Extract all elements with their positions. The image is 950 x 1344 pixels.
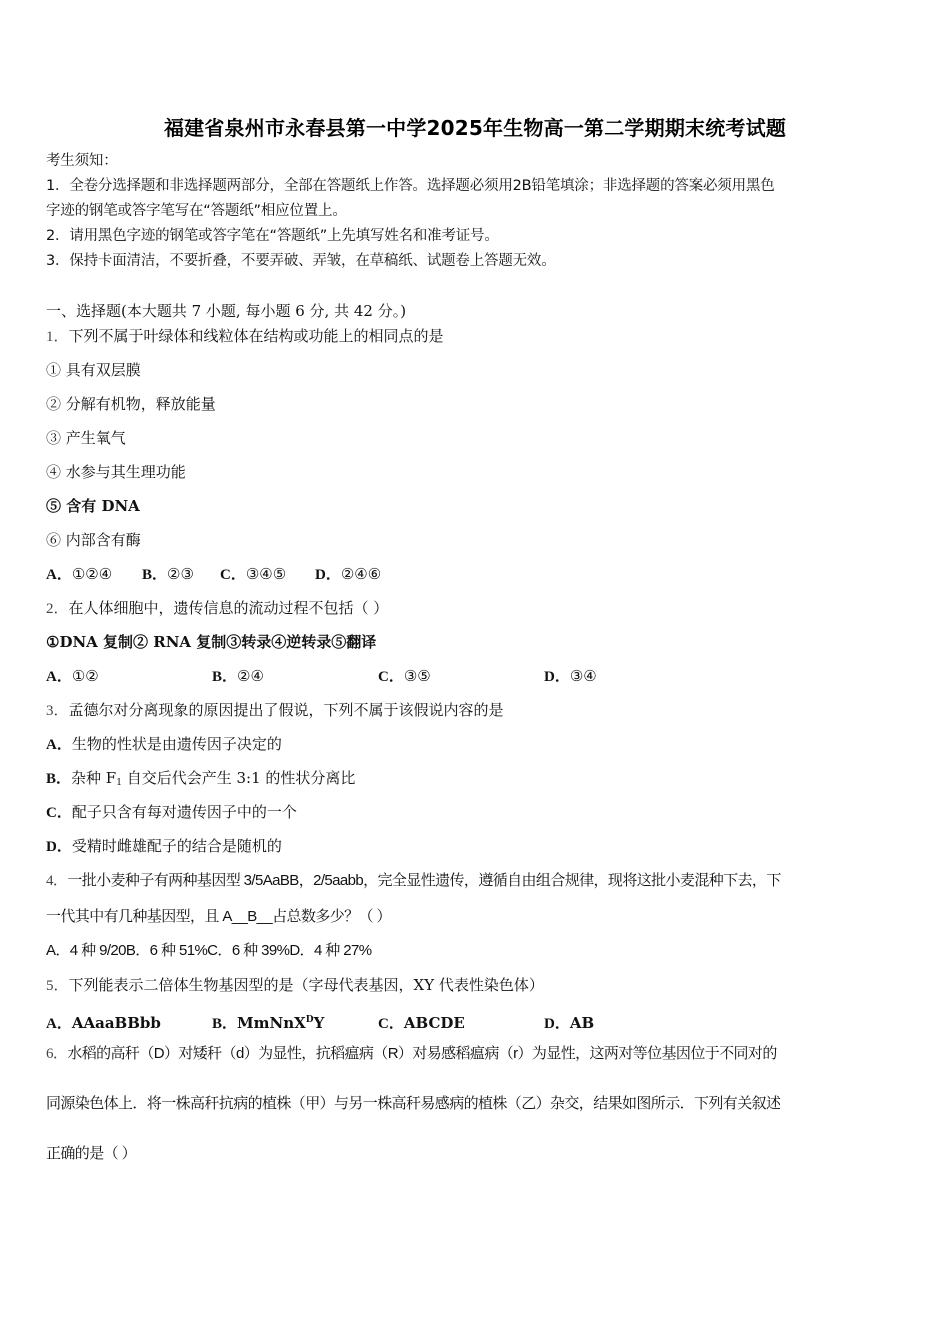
option-b[interactable]: B．MmNnX$^D$Y	[212, 1014, 325, 1032]
option-c[interactable]: C．③⑤	[378, 667, 431, 685]
option-d[interactable]: D．②④⑥	[315, 565, 382, 583]
question-6-stem-end: 正确的是（ ）	[46, 1145, 136, 1162]
question-5-options	[46, 1010, 594, 1034]
option-d[interactable]: D．③④	[544, 667, 597, 685]
question-stem: 孟德尔对分离现象的原因提出了假说，下列不属于该假说内容的是	[68, 701, 504, 719]
option-d[interactable]: D．受精时雌雄配子的结合是随机的	[46, 837, 282, 855]
statement-4: ④ 水参与其生理功能	[46, 463, 186, 481]
question-2	[46, 598, 388, 619]
option-a[interactable]: A．①②	[46, 667, 99, 685]
notice-item-2: 2．请用黑色字迹的钢笔或答字笔在“答题纸”上先填写姓名和准考证号。	[46, 228, 499, 244]
statement-3: ③ 产生氧气	[46, 429, 126, 447]
question-1	[46, 326, 444, 347]
notice-item-1-cont: 字迹的钢笔或答字笔写在“答题纸”相应位置上。	[46, 203, 347, 219]
statement-1: ① 具有双层膜	[46, 361, 141, 379]
question-stem: 水稻的高秆（D）对矮秆（d）为显性，抗稻瘟病（R）对易感稻瘟病（r）为显性，这两对等位基因位于不同对的	[67, 1045, 777, 1062]
question-number: 4．	[46, 873, 68, 889]
notice-item-1: 1．全卷分选择题和非选择题两部分，全部在答题纸上作答。选择题必须用2B铅笔填涂；非选择题的答案必须用黑色	[46, 178, 775, 194]
question-number: 3．	[46, 703, 69, 719]
option-b[interactable]: B．②③	[142, 565, 194, 583]
statement-5: ⑤ 含有 DNA	[46, 497, 140, 515]
statement-2: ② 分解有机物，释放能量	[46, 395, 216, 413]
option-a[interactable]: A．AAaaBBbb	[46, 1014, 161, 1032]
question-4-options[interactable]: A．4 种 9/20B．6 种 51%C．6 种 39%D．4 种 27%	[46, 942, 372, 959]
question-2-options	[46, 666, 597, 687]
statement-6: ⑥ 内部含有酶	[46, 531, 141, 549]
option-c[interactable]: C．配子只含有每对遗传因子中的一个	[46, 803, 297, 821]
question-stem: 下列不属于叶绿体和线粒体在结构或功能上的相同点的是	[68, 327, 444, 345]
notice-heading: 考生须知：	[46, 153, 118, 169]
question-6-stem-cont: 同源染色体上．将一株高秆抗病的植株（甲）与另一株高秆易感病的植株（乙）杂交，结果如图所示．下列有关叙述	[46, 1095, 781, 1112]
option-d[interactable]: D．AB	[544, 1014, 595, 1032]
question-4	[46, 871, 781, 891]
option-b[interactable]: B．杂种 $F_1$ 自交后代会产生 3:1 的性状分离比	[46, 769, 356, 788]
question-4-stem-cont: 一代其中有几种基因型，且 A__B__占总数多少？（ ）	[46, 908, 391, 925]
question-number: 1．	[46, 329, 69, 345]
question-number: 2．	[46, 601, 69, 617]
option-c[interactable]: C．③④⑤	[220, 565, 287, 583]
question-number: 6．	[46, 1046, 68, 1062]
option-b[interactable]: B．②④	[212, 667, 264, 685]
question-number: 5．	[46, 978, 69, 994]
section-heading: 一、选择题(本大题共 7 小题, 每小题 6 分, 共 42 分。)	[46, 302, 407, 320]
question-stem: 在人体细胞中，遗传信息的流动过程不包括（ ）	[68, 599, 389, 617]
question-1-options	[46, 564, 381, 585]
notice-item-3: 3．保持卡面清洁，不要折叠，不要弄破、弄皱，在草稿纸、试题卷上答题无效。	[46, 253, 556, 269]
question-6	[46, 1044, 777, 1064]
question-5	[46, 975, 544, 996]
question-stem: 一批小麦种子有两种基因型 3/5AaBB，2/5aabb，完全显性遗传，遵循自由组合规律，现将这批小麦混种下去，下	[67, 872, 781, 889]
option-a[interactable]: A．生物的性状是由遗传因子决定的	[46, 735, 282, 753]
page-title: 福建省泉州市永春县第一中学2025年生物高一第二学期期末统考试题	[163, 116, 787, 140]
option-a[interactable]: A．①②④	[46, 565, 113, 583]
question-3	[46, 700, 504, 721]
question-stem: 下列能表示二倍体生物基因型的是（字母代表基因，XY 代表性染色体）	[68, 976, 544, 994]
option-c[interactable]: C．ABCDE	[378, 1014, 465, 1032]
question-2-statements: ①DNA 复制② RNA 复制③转录④逆转录⑤翻译	[46, 633, 377, 651]
